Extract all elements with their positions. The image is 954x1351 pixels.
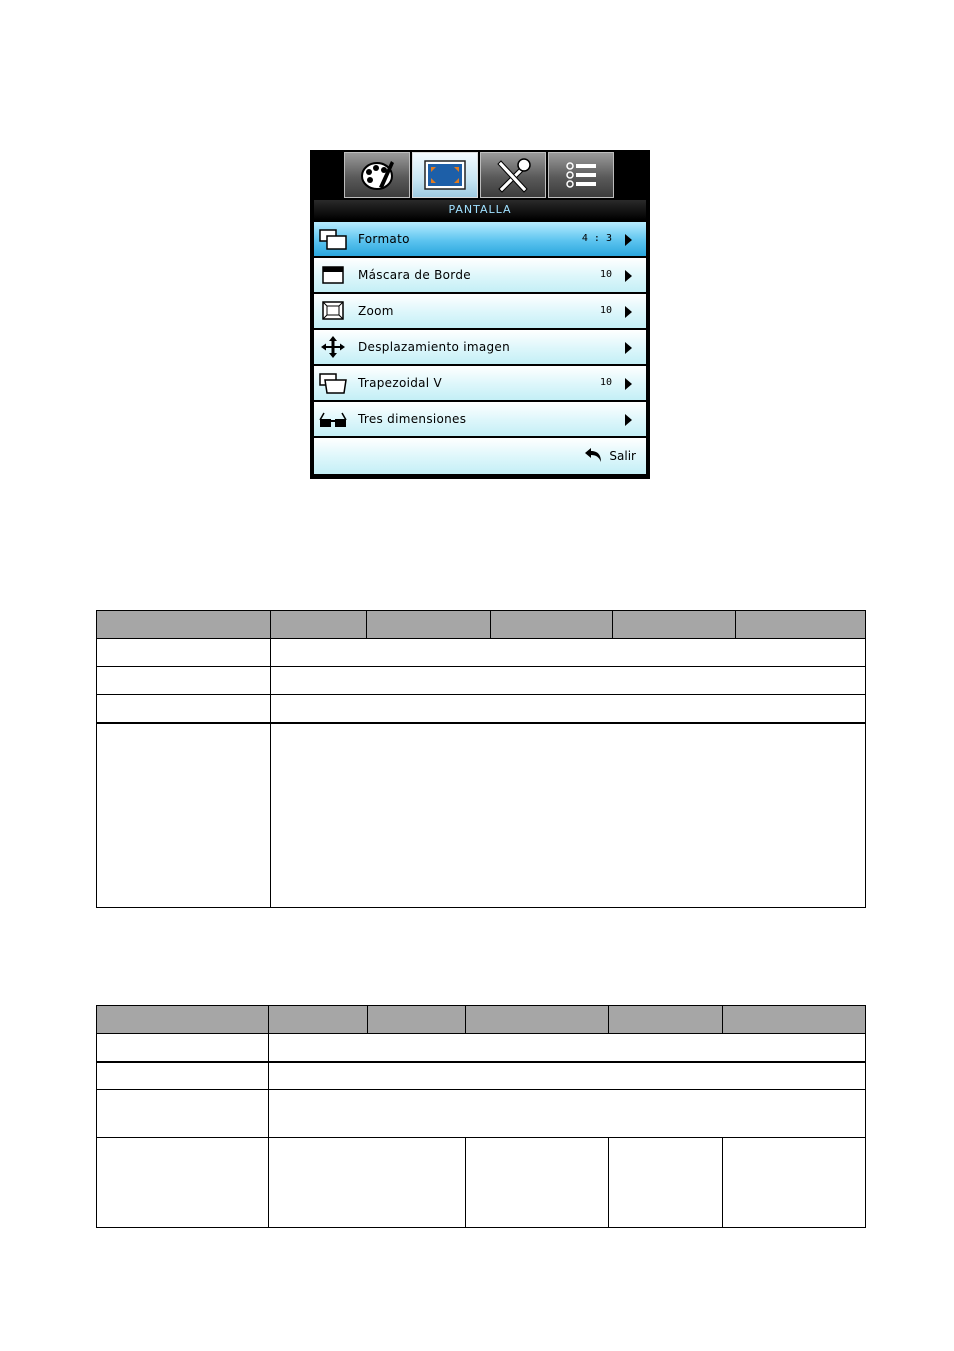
table-cell <box>97 1062 269 1090</box>
table-header-cell <box>97 1006 269 1034</box>
tools-icon <box>493 157 533 193</box>
return-arrow-icon <box>584 447 602 463</box>
chevron-right-icon <box>625 306 632 318</box>
table-cell <box>97 1034 269 1062</box>
osd-menu <box>310 150 650 479</box>
tab-image[interactable] <box>344 152 410 198</box>
menu-item-label: Máscara de Borde <box>358 268 471 282</box>
chevron-right-icon <box>625 342 632 354</box>
table-cell <box>97 1090 269 1138</box>
table-header-cell <box>466 1006 609 1034</box>
exit-label: Salir <box>609 449 636 463</box>
table-cell <box>97 723 271 908</box>
tab-settings[interactable] <box>480 152 546 198</box>
table-header-cell <box>271 611 367 639</box>
table-header-cell <box>367 611 491 639</box>
table-row <box>97 1090 866 1138</box>
menu-item-label: Tres dimensiones <box>358 412 467 426</box>
settings-table-2 <box>96 1005 866 1228</box>
table-header-cell <box>368 1006 466 1034</box>
menu-item-tres-dimensiones[interactable] <box>314 402 646 436</box>
list-icon <box>561 157 601 193</box>
palette-icon <box>357 157 397 193</box>
settings-table-1 <box>96 610 866 908</box>
menu-item-value: 10 <box>599 305 612 316</box>
table-row <box>97 667 866 695</box>
table-row <box>97 1062 866 1090</box>
exit-button[interactable] <box>314 438 646 474</box>
menu-item-label: Zoom <box>358 304 394 318</box>
table-cell <box>271 639 866 667</box>
table-row <box>97 723 866 908</box>
menu-item-label: Formato <box>358 232 410 246</box>
3d-glasses-icon <box>318 407 348 431</box>
table-cell <box>97 1138 269 1228</box>
menu-item-mascara-de-borde[interactable] <box>314 258 646 292</box>
table-cell <box>269 1034 866 1062</box>
table-header-cell <box>723 1006 866 1034</box>
menu-tabs <box>344 152 616 198</box>
chevron-right-icon <box>625 270 632 282</box>
table-cell <box>271 667 866 695</box>
table-cell <box>269 1138 466 1228</box>
menu-item-value: 10 <box>599 377 612 388</box>
table-cell <box>466 1138 609 1228</box>
chevron-right-icon <box>625 414 632 426</box>
menu-item-trapezoidal-v[interactable] <box>314 366 646 400</box>
table-header-cell <box>97 611 271 639</box>
keystone-icon <box>318 371 348 395</box>
table-cell <box>723 1138 866 1228</box>
aspect-ratio-icon <box>318 227 348 251</box>
menu-item-formato[interactable] <box>314 222 646 256</box>
zoom-icon <box>318 299 348 323</box>
menu-item-desplazamiento-imagen[interactable] <box>314 330 646 364</box>
menu-item-label: Trapezoidal V <box>358 376 443 390</box>
table-header-cell <box>613 611 736 639</box>
table-header-cell <box>736 611 866 639</box>
table-header-cell <box>269 1006 368 1034</box>
chevron-right-icon <box>625 378 632 390</box>
table-header-cell <box>609 1006 723 1034</box>
tab-options[interactable] <box>548 152 614 198</box>
table-cell <box>271 695 866 723</box>
table-header-cell <box>491 611 613 639</box>
menu-items <box>314 222 646 438</box>
table-row <box>97 1034 866 1062</box>
menu-item-zoom[interactable] <box>314 294 646 328</box>
menu-item-label: Desplazamiento imagen <box>358 340 510 354</box>
table-cell <box>97 695 271 723</box>
table-row <box>97 1138 866 1228</box>
menu-title: PANTALLA <box>314 200 646 220</box>
table-row <box>97 695 866 723</box>
table-header-row <box>97 1006 866 1034</box>
table-header-row <box>97 611 866 639</box>
table-cell <box>269 1062 866 1090</box>
chevron-right-icon <box>625 234 632 246</box>
table-cell <box>269 1090 866 1138</box>
table-cell <box>609 1138 723 1228</box>
table-row <box>97 639 866 667</box>
table-cell <box>97 667 271 695</box>
tab-display[interactable] <box>412 152 478 198</box>
menu-item-value: 4 : 3 <box>581 233 612 244</box>
table-cell <box>97 639 271 667</box>
display-icon <box>422 157 468 193</box>
move-arrows-icon <box>318 335 348 359</box>
edge-mask-icon <box>318 263 348 287</box>
menu-item-value: 10 <box>599 269 612 280</box>
table-cell <box>271 723 866 908</box>
